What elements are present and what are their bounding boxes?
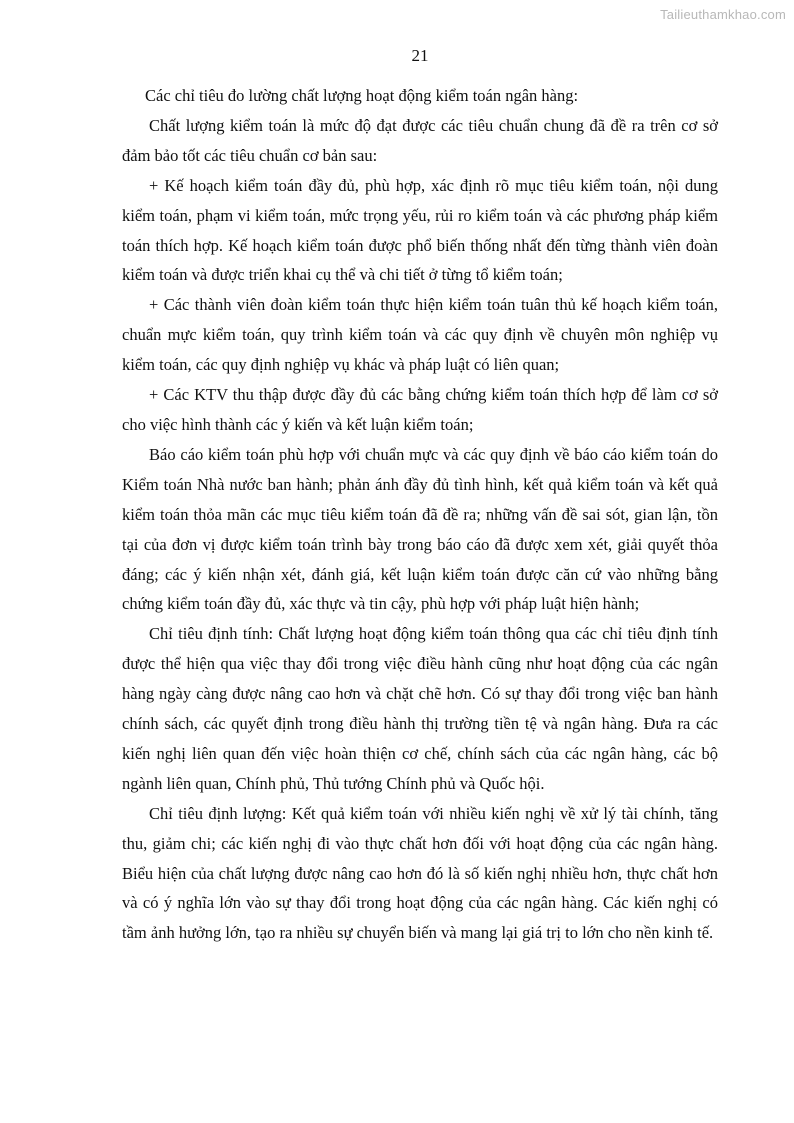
page-number: 21 — [411, 46, 429, 65]
paragraph-quantitative: Chỉ tiêu định lượng: Kết quả kiểm toán với nhiều kiến nghị về xử lý tài chính, tăng thu, giảm chi; các kiến nghị đi vào thực chất hơn đối với hoạt động của các ngân hàng. Biểu hiện của chất lượng được nâng cao hơn đó là số kiến nghị nhiều hơn, thực chất hơn và có ý nghĩa lớn vào sự thay đổi trong hoạt động của các ngân hàng. Các kiến nghị có tầm ảnh hưởng lớn, tạo ra nhiều sự chuyển biến và mang lại giá trị to lớn cho nền kinh tế. — [122, 803, 718, 943]
paragraph-bullet-members: + Các thành viên đoàn kiểm toán thực hiện kiểm toán tuân thủ kế hoạch kiểm toán, chuẩn mực kiểm toán, quy trình kiểm toán và các quy định về chuyên môn nghiệp vụ kiểm toán, các quy định nghiệp vụ khác và pháp luật có liên quan; — [122, 295, 718, 375]
paragraph-bullet-plan: + Kế hoạch kiểm toán đầy đủ, phù hợp, xác định rõ mục tiêu kiểm toán, nội dung kiểm toán, phạm vi kiểm toán, mức trọng yếu, rủi ro kiểm toán và các phương pháp kiểm toán thích hợp. Kế hoạch kiểm toán được phổ biến thống nhất đến từng thành viên đoàn kiểm toán và được triển khai cụ thể và chi tiết ở từng tổ kiểm toán; — [122, 175, 718, 285]
paragraph-definition: Chất lượng kiểm toán là mức độ đạt được các tiêu chuẩn chung đã đề ra trên cơ sở đảm bảo tốt các tiêu chuẩn cơ bản sau: — [122, 115, 718, 165]
paragraph-qualitative: Chỉ tiêu định tính: Chất lượng hoạt động kiểm toán thông qua các chỉ tiêu định tính được thể hiện qua việc thay đổi trong việc điều hành cũng như hoạt động của các ngân hàng ngày càng được nâng cao hơn và chặt chẽ hơn. Có sự thay đổi trong việc ban hành chính sách, các quyết định trong điều hành thị trường tiền tệ và ngân hàng. Đưa ra các kiến nghị liên quan đến việc hoàn thiện cơ chế, chính sách của các ngân hàng, các bộ ngành liên quan, Chính phủ, Thủ tướng Chính phủ và Quốc hội. — [122, 624, 718, 793]
paragraph-bullet-evidence: + Các KTV thu thập được đầy đủ các bằng chứng kiểm toán thích hợp để làm cơ sở cho việc hình thành các ý kiến và kết luận kiểm toán; — [122, 385, 718, 434]
watermark-text: Tailieuthamkhao.com — [660, 7, 786, 22]
paragraph-audit-report: Báo cáo kiểm toán phù hợp với chuẩn mực và các quy định về báo cáo kiểm toán do Kiểm toán Nhà nước ban hành; phản ánh đầy đủ tình hình, kết quả kiểm toán và kết quả kiểm toán thỏa mãn các mục tiêu kiểm toán đã đề ra; những vấn đề sai sót, gian lận, tồn tại của đơn vị được kiểm toán trình bày trong báo cáo đã được xem xét, giải quyết thỏa đáng; các ý kiến nhận xét, đánh giá, kết luận kiểm toán được căn cứ vào những bằng chứng kiểm toán đầy đủ, xác thực và tin cậy, phù hợp với pháp luật hiện hành; — [122, 444, 718, 614]
paragraph-heading: Các chỉ tiêu đo lường chất lượng hoạt động kiểm toán ngân hàng: — [145, 86, 579, 105]
document-body — [122, 81, 718, 948]
